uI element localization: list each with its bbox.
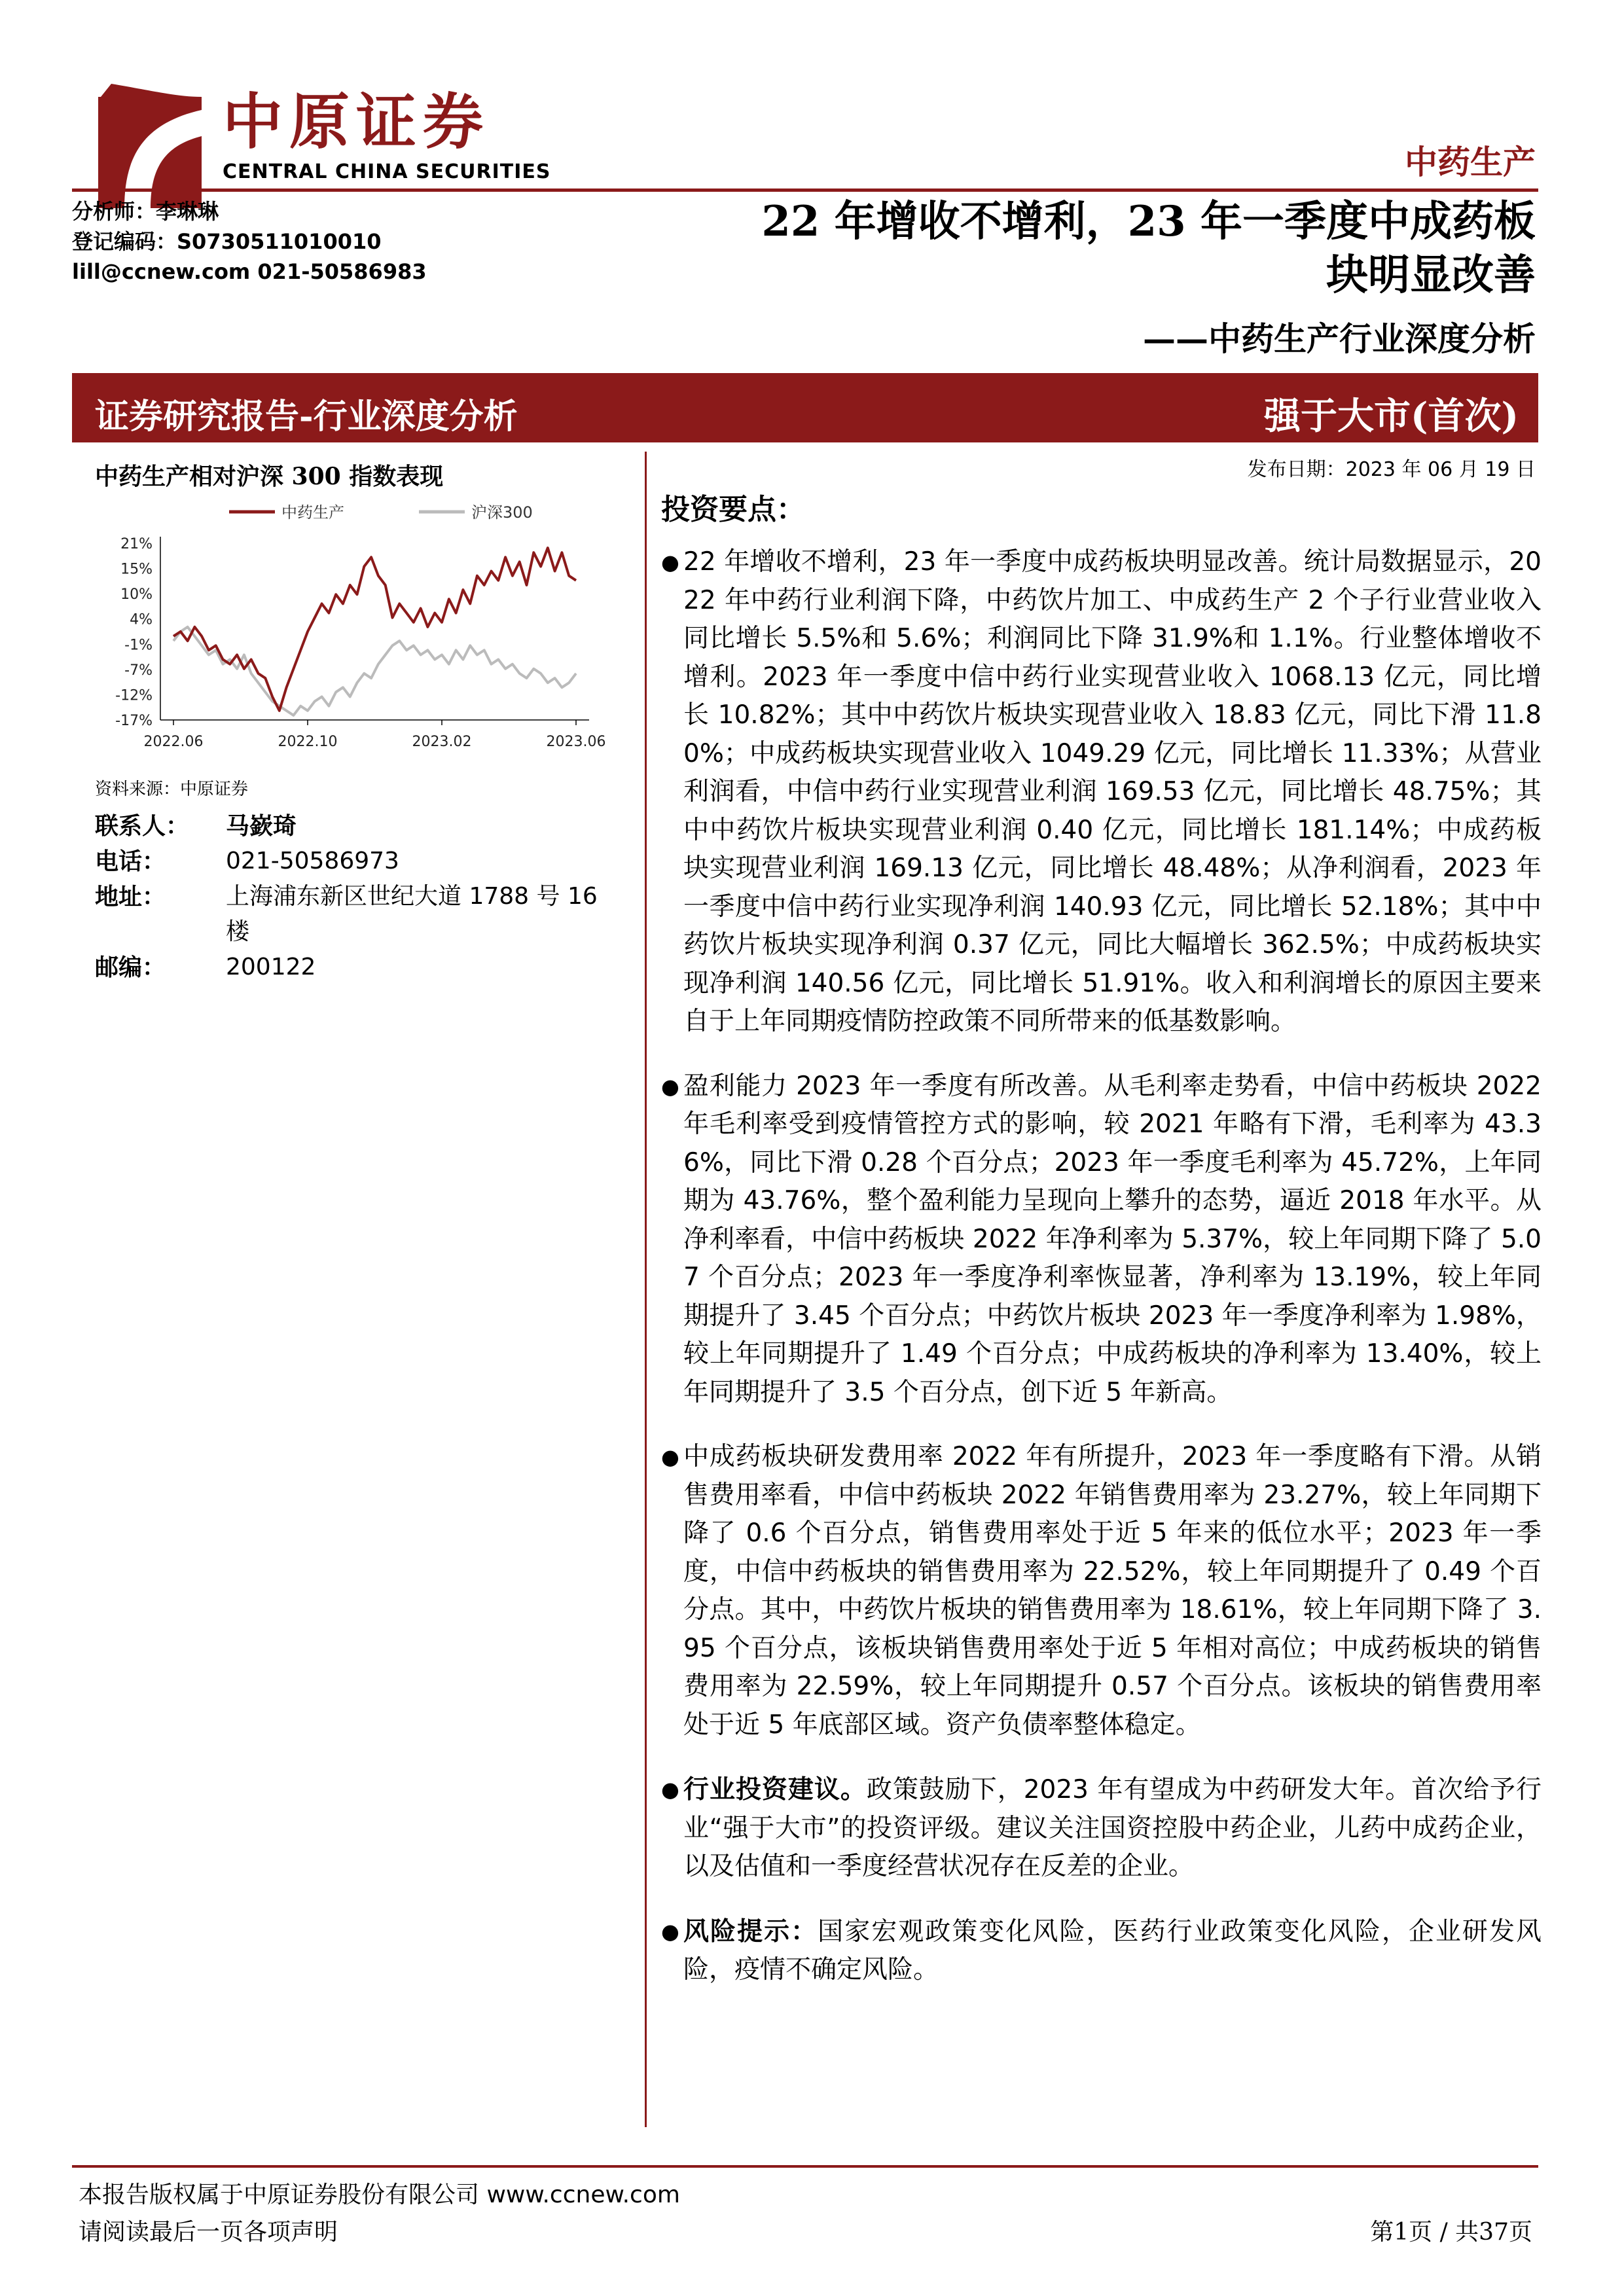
y-tick-label: 21% <box>120 536 153 552</box>
list-item <box>661 543 1542 1041</box>
sector-label: 中药生产 <box>1405 143 1536 181</box>
publish-date: 发布日期：2023 年 06 月 19 日 <box>1247 458 1536 481</box>
x-tick-label: 2023.02 <box>412 734 472 750</box>
y-tick-label: 15% <box>120 561 153 578</box>
y-tick-label: 10% <box>120 586 153 603</box>
bullet-icon: ● <box>661 1918 679 1944</box>
report-title <box>761 195 1536 302</box>
x-tick-label: 2022.06 <box>143 734 204 750</box>
contact-postcode: 200122 <box>226 954 316 980</box>
bullet-text: 中成药板块研发费用率 2022 年有所提升，2023 年一季度略有下滑。从销售费用率看，中信中药板块 2022 年销售费用率为 23.27%，较上年同期下降了 0.6 个百分点，销售费用率处于近 5 年来的低位水平；2023 年一季度，中信中药板块的销售费用率为 22.52%，较上年同期提升了 0.49 个百分点。其中，中药饮片板块的销售费用率为 18.61%，较上年同期下降了 3.95 个百分点，该板块销售费用率处于近 5 年相对高位；中成药板块的销售费用率为 22.59%，较上年同期提升 0.57 个百分点。该板块的销售费用率处于近 5 年底部区域。资产负债率整体稳定。 <box>683 1442 1542 1740</box>
page-number: 第1页 / 共37页 <box>1370 2219 1532 2246</box>
series-line <box>173 627 576 715</box>
contact-label: 地址： <box>95 883 166 910</box>
y-tick-label: -17% <box>115 713 153 729</box>
y-tick-label: -1% <box>124 637 153 654</box>
list-item <box>661 1770 1542 1886</box>
chart-title: 中药生产相对沪深 300 指数表现 <box>95 463 444 490</box>
list-item <box>661 1438 1542 1744</box>
bullet-body: 国家宏观政策变化风险，医药行业政策变化风险，企业研发风险，疫情不确定风险。 <box>683 1916 1542 1984</box>
logo-chinese-name: 中原证券 <box>223 86 490 157</box>
chart-source: 资料来源：中原证券 <box>95 780 249 799</box>
contact-row <box>95 808 619 844</box>
bullet-text <box>683 1770 1542 1886</box>
analyst-name: 分析师：李琳琳 <box>72 199 219 224</box>
logo-english-name: CENTRAL CHINA SECURITIES <box>223 160 551 183</box>
bullet-icon: ● <box>661 1777 679 1802</box>
bullet-text: 盈利能力 2023 年一季度有所改善。从毛利率走势看，中信中药板块 2022 年毛利率受到疫情管控方式的影响，较 2021 年略有下滑，毛利率为 43.36%，同比下滑 0.28 个百分点；2023 年一季度毛利率为 45.72%，上年同期为 43.76%，整个盈利能力呈现向上攀升的态势，逼近 2018 年水平。从净利率看，中信中药板块 2022 年净利率为 5.37%，较上年同期下降了 5.07 个百分点；2023 年一季度净利率恢显著，净利率为 13.19%，较上年同期提升了 3.45 个百分点；中药饮片板块 2023 年一季度净利率为 1.98%，较上年同期提升了 1.49 个百分点；中成药板块的净利率为 13.40%，较上年同期提升了 3.5 个百分点，创下近 5 年新高。 <box>683 1071 1542 1407</box>
legend-label: 沪深300 <box>471 503 533 522</box>
series-line <box>173 548 576 711</box>
contact-phone: 021-50586973 <box>226 848 399 874</box>
bullet-icon: ● <box>661 1073 679 1099</box>
footer-disclaimer: 请阅读最后一页各项声明 <box>79 2219 338 2246</box>
analyst-reg-no: 登记编码：S0730511010010 <box>72 229 382 254</box>
bullet-text: 22 年增收不增利，23 年一季度中成药板块明显改善。统计局数据显示，2022 年中药行业利润下降，中药饮片加工、中成药生产 2 个子行业营业收入同比增长 5.5%和 5.6%；利润同比下降 31.9%和 1.1%。行业整体增收不增利。2023 年一季度中信中药行业实现营业收入 1068.13 亿元，同比增长 10.82%；其中中药饮片板块实现营业收入 18.83 亿元，同比下滑 11.80%；中成药板块实现营业收入 1049.29 亿元，同比增长 11.33%；从营业利润看，中信中药行业实现营业利润 169.53 亿元，同比增长 48.75%；其中中药饮片板块实现营业利润 0.40 亿元，同比增长 181.14%；中成药板块实现营业利润 169.13 亿元，同比增长 48.48%；从净利润看，2023 年一季度中信中药行业实现净利润 140.93 亿元，同比增长 52.18%；其中中药饮片板块实现净利润 0.37 亿元，同比大幅增长 362.5%；中成药板块实现净利润 140.56 亿元，同比增长 51.91%。收入和利润增长的原因主要来自于上年同期疫情防控政策不同所带来的低基数影响。 <box>683 547 1542 1036</box>
x-tick-label: 2023.06 <box>546 734 606 750</box>
list-item <box>661 1912 1542 1990</box>
contact-person: 马嶔琦 <box>226 812 297 840</box>
bullet-lead: 行业投资建议。 <box>683 1774 867 1804</box>
column-divider <box>645 452 647 2127</box>
rating: 强于大市(首次) <box>1264 395 1519 438</box>
y-tick-label: -12% <box>115 687 153 704</box>
contact-row <box>95 950 619 985</box>
footer-divider <box>72 2165 1538 2168</box>
contact-row <box>95 879 619 950</box>
y-tick-label: -7% <box>124 662 153 679</box>
performance-chart <box>92 497 628 772</box>
bullet-lead: 风险提示： <box>683 1916 818 1946</box>
title-line-1: 22 年增收不增利，23 年一季度中成药板 <box>761 197 1536 246</box>
contact-label: 电话： <box>95 848 166 875</box>
report-type-banner <box>72 373 1538 442</box>
x-tick-label: 2022.10 <box>278 734 338 750</box>
report-type: 证券研究报告-行业深度分析 <box>95 397 518 437</box>
key-points <box>661 543 1542 2016</box>
analyst-info <box>72 196 427 287</box>
top-divider <box>72 188 1538 192</box>
section-title: 投资要点： <box>661 493 805 526</box>
report-subtitle: ——中药生产行业深度分析 <box>1143 319 1536 358</box>
bullet-icon: ● <box>661 1444 679 1469</box>
legend-label: 中药生产 <box>281 503 344 522</box>
contact-address: 上海浦东新区世纪大道 1788 号 16 楼 <box>226 883 598 945</box>
analyst-contact: lill@ccnew.com 021-50586983 <box>72 259 427 284</box>
title-line-2: 块明显改善 <box>1326 251 1536 300</box>
bullet-icon: ● <box>661 550 679 575</box>
list-item <box>661 1067 1542 1412</box>
bullet-body: 政策鼓励下，2023 年有望成为中药研发大年。首次给予行业“强于大市”的投资评级。建议关注国资控股中药企业，儿药中成药企业，以及估值和一季度经营状况存在反差的企业。 <box>683 1775 1542 1881</box>
bullet-text <box>683 1912 1542 1990</box>
y-tick-label: 4% <box>130 611 153 628</box>
footer-copyright: 本报告版权属于中原证券股份有限公司 www.ccnew.com <box>79 2181 680 2208</box>
contact-info <box>95 808 619 985</box>
contact-label: 联系人： <box>95 812 190 840</box>
contact-row <box>95 844 619 879</box>
contact-label: 邮编： <box>95 954 166 981</box>
